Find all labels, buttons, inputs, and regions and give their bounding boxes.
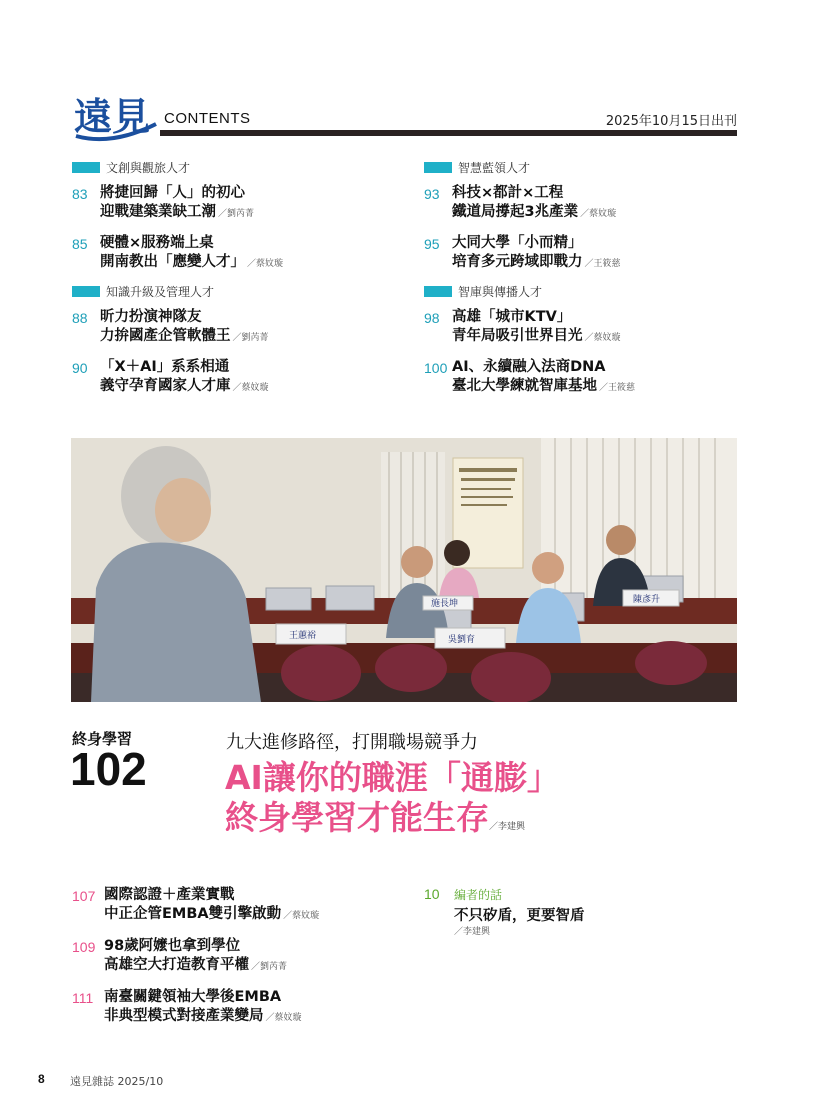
section-bar-icon (72, 162, 100, 173)
editorial-page[interactable]: 10 (424, 886, 440, 902)
entry-page: 111 (72, 990, 94, 1006)
feature-page-number[interactable]: 102 (70, 743, 147, 795)
footer-magazine: 遠見雜誌 2025/10 (70, 1075, 164, 1088)
nameplate-text: 施長坤 (431, 599, 459, 609)
entry-author: ／劉芮菁 (251, 962, 288, 972)
entry-page: 83 (72, 186, 88, 202)
feature-photo (71, 438, 737, 702)
entry-title-line2: 開南教出「應變人才」 (100, 254, 245, 270)
entry-page: 98 (424, 310, 440, 326)
entry-title-line1: 昕力扮演神隊友 (100, 309, 202, 325)
entry-title-line2: 迎戰建築業缺工潮 (100, 204, 216, 220)
entry-title-line1: 高雄「城市KTV」 (452, 309, 572, 325)
entry-title-line2: 高雄空大打造教育平權 (104, 957, 249, 973)
section-category: 智慧藍領人才 (458, 161, 531, 175)
entry-page: 100 (424, 360, 448, 376)
section-header (424, 159, 530, 176)
entry-author: ／劉芮菁 (218, 209, 255, 219)
section-bar-icon (72, 286, 100, 297)
entry-title-line1: 98歲阿嬤也拿到學位 (104, 938, 241, 954)
feature-subtitle: 九大進修路徑，打開職場競爭力 (226, 732, 478, 753)
entry-title-line2: 義守孕育國家人才庫 (100, 378, 231, 394)
entry-page: 95 (424, 236, 440, 252)
entry-title-line1: AI、永續融入法商DNA (452, 359, 606, 375)
toc-entry[interactable] (424, 308, 621, 348)
entry-author: ／蔡妏璇 (232, 383, 269, 393)
section-header (72, 159, 190, 176)
toc-entry[interactable] (72, 234, 283, 274)
entry-page: 107 (72, 888, 96, 904)
feature-author: ／李建興 (489, 822, 526, 832)
toc-entry[interactable] (72, 937, 287, 977)
feature-title-line1[interactable]: AI讓你的職涯「通膨」 (225, 758, 560, 797)
entry-author: ／蔡妏璇 (247, 259, 284, 269)
feature-title-line2-text: 終身學習才能生存 (225, 798, 489, 837)
section-bar-icon (424, 286, 452, 297)
entry-page: 85 (72, 236, 88, 252)
toc-entry[interactable] (72, 308, 269, 348)
magazine-logo (72, 84, 160, 144)
header-rule (160, 130, 737, 136)
section-category: 文創與觀旅人才 (106, 161, 191, 175)
issue-date: 2025年10月15日出刊 (605, 114, 737, 129)
toc-entry[interactable] (72, 886, 319, 926)
entry-title-line2: 青年局吸引世界目光 (452, 328, 583, 344)
entry-page: 88 (72, 310, 88, 326)
entry-title-line1: 硬體×服務端上桌 (100, 235, 214, 251)
contents-label: CONTENTS (164, 110, 251, 127)
logo-text: 遠見 (74, 94, 151, 139)
entry-author: ／劉芮菁 (232, 333, 269, 343)
nameplate-text: 陳彥升 (633, 595, 661, 605)
section-bar-icon (424, 162, 452, 173)
toc-entry[interactable] (72, 988, 302, 1028)
entry-title-line2: 鐵道局撐起3兆產業 (452, 204, 579, 220)
entry-title-line1: 科技×都計×工程 (452, 185, 564, 201)
toc-entry[interactable] (72, 358, 269, 398)
entry-page: 90 (72, 360, 88, 376)
entry-title-line1: 南臺關鍵領袖大學後EMBA (104, 989, 282, 1005)
entry-title-line1: 將捷回歸「人」的初心 (100, 185, 245, 201)
entry-author: ／蔡妏璇 (265, 1013, 302, 1023)
feature-title-line2[interactable] (225, 792, 525, 839)
entry-title-line1: 國際認證＋產業實戰 (104, 887, 235, 903)
entry-author: ／蔡妏璇 (283, 911, 320, 921)
editorial-title[interactable]: 不只矽盾，更要智盾 (454, 908, 585, 924)
nameplate-text: 王蕙裕 (289, 631, 317, 641)
logo-swoosh-icon (72, 84, 160, 144)
editorial-category: 編者的話 (454, 888, 503, 902)
entry-title-line1: 大同大學「小而精」 (452, 235, 583, 251)
editorial-author: ／李建興 (454, 927, 491, 937)
feature-tag: 終身學習 (72, 730, 133, 748)
footer-page-number: 8 (38, 1072, 45, 1086)
section-header (424, 283, 542, 300)
nameplate-text: 吳劉育 (448, 635, 476, 645)
entry-title-line2: 臺北大學練就智庫基地 (452, 378, 597, 394)
entry-page: 93 (424, 186, 440, 202)
entry-page: 109 (72, 939, 96, 955)
entry-title-line2: 培育多元跨域即戰力 (452, 254, 583, 270)
classroom-photo-illustration (71, 438, 737, 702)
entry-author: ／王筱慈 (584, 259, 621, 269)
entry-title-line2: 非典型模式對接產業變局 (104, 1008, 264, 1024)
toc-entry[interactable] (424, 184, 616, 224)
section-category: 智庫與傳播人才 (458, 285, 543, 299)
entry-title-line2: 中正企管EMBA雙引擎啟動 (104, 906, 282, 922)
toc-entry[interactable] (424, 358, 635, 398)
entry-author: ／蔡妏璇 (584, 333, 621, 343)
toc-entry[interactable] (424, 234, 621, 274)
section-category: 知識升級及管理人才 (106, 285, 215, 299)
section-header (72, 283, 214, 300)
entry-title-line2: 力拚國產企管軟體王 (100, 328, 231, 344)
entry-title-line1: 「X＋AI」系系相通 (100, 359, 230, 375)
entry-author: ／王筱慈 (599, 383, 636, 393)
entry-author: ／蔡妏璇 (580, 209, 617, 219)
toc-entry[interactable] (72, 184, 254, 224)
